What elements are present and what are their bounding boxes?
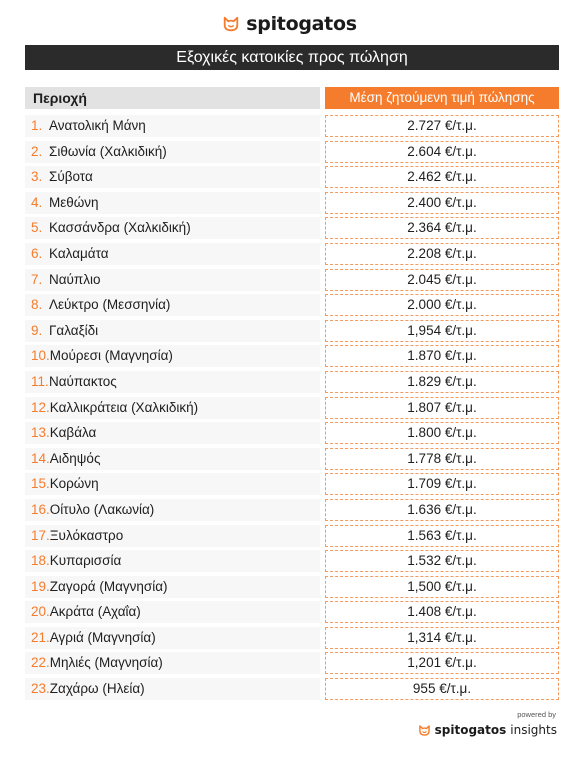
table-row — [25, 600, 559, 626]
area-name: Αιδηψός — [49, 450, 101, 466]
footer-logo — [418, 723, 557, 737]
price-cell: 2.364 €/τ.μ. — [325, 217, 559, 239]
price-cell: 1,201 €/τ.μ. — [325, 652, 559, 674]
price-cell: 1.532 €/τ.μ. — [325, 550, 559, 572]
area-cell — [25, 294, 320, 316]
area-cell — [25, 576, 320, 598]
rank-number: 8. — [31, 297, 43, 313]
price-cell: 1.709 €/τ.μ. — [325, 473, 559, 495]
area-name: Ανατολική Μάνη — [49, 118, 146, 133]
table-row — [25, 524, 559, 550]
rank-number: 21. — [31, 629, 50, 645]
price-cell: 955 €/τ.μ. — [325, 678, 559, 700]
rank-number: 18. — [31, 553, 50, 569]
area-name: Σύβοτα — [49, 169, 93, 185]
area-name: Ναύπλιο — [49, 271, 101, 287]
price-cell: 2.000 €/τ.μ. — [325, 294, 559, 316]
area-cell — [25, 371, 320, 393]
area-name: Κορώνη — [49, 476, 99, 492]
area-cell — [25, 499, 320, 521]
price-cell: 2.462 €/τ.μ. — [325, 166, 559, 188]
footer-brand-name: spitogatos — [434, 723, 507, 737]
area-name: Μούρεσι (Μαγνησία) — [49, 348, 173, 364]
table-header — [25, 87, 559, 109]
price-cell: 1.807 €/τ.μ. — [325, 397, 559, 419]
area-name: Αγριά (Μαγνησία) — [49, 629, 156, 645]
rank-number: 20. — [31, 604, 50, 620]
page-title: Εξοχικές κατοικίες προς πώληση — [25, 45, 559, 70]
table-body — [25, 114, 559, 703]
rank-number: 1. — [31, 118, 43, 133]
table-row — [25, 498, 559, 524]
area-cell — [25, 217, 320, 239]
price-cell: 2.400 €/τ.μ. — [325, 192, 559, 214]
table-row — [25, 472, 559, 498]
table-row — [25, 140, 559, 166]
table-row — [25, 447, 559, 473]
area-name: Λεύκτρο (Μεσσηνία) — [49, 297, 171, 313]
rank-number: 6. — [31, 245, 43, 261]
area-name: Καβάλα — [49, 425, 97, 441]
area-name: Μηλιές (Μαγνησία) — [49, 655, 163, 671]
rank-number: 9. — [31, 322, 43, 338]
area-cell — [25, 473, 320, 495]
column-header-area: Περιοχή — [25, 87, 320, 109]
area-name: Γαλαξίδι — [49, 322, 99, 338]
table-row — [25, 575, 559, 601]
table-row — [25, 242, 559, 268]
rank-number: 17. — [31, 527, 50, 543]
table-row — [25, 549, 559, 575]
rank-number: 13. — [31, 425, 50, 441]
area-cell — [25, 269, 320, 291]
footer-brand-sub: insights — [510, 723, 557, 737]
brand-logo — [0, 13, 579, 35]
rank-number: 15. — [31, 476, 50, 492]
area-name: Κυπαρισσία — [49, 553, 122, 569]
area-cell — [25, 678, 320, 700]
rank-number: 3. — [31, 169, 43, 185]
price-cell: 1.778 €/τ.μ. — [325, 448, 559, 470]
rank-number: 10. — [31, 348, 50, 364]
area-cell — [25, 525, 320, 547]
area-cell — [25, 243, 320, 265]
rank-number: 12. — [31, 399, 50, 415]
table-row — [25, 191, 559, 217]
price-cell: 1,500 €/τ.μ. — [325, 576, 559, 598]
rank-number: 11. — [31, 373, 49, 389]
table-row — [25, 344, 559, 370]
area-name: Ναύπακτος — [49, 373, 117, 389]
table-row — [25, 165, 559, 191]
area-cell — [25, 166, 320, 188]
price-cell: 1.800 €/τ.μ. — [325, 422, 559, 444]
area-cell — [25, 448, 320, 470]
area-cell — [25, 601, 320, 623]
rank-number: 5. — [31, 220, 43, 236]
area-cell — [25, 397, 320, 419]
price-cell: 2.727 €/τ.μ. — [325, 115, 559, 137]
powered-by-label: powered by — [517, 710, 556, 719]
area-cell — [25, 141, 320, 163]
table-row — [25, 651, 559, 677]
price-cell: 1.636 €/τ.μ. — [325, 499, 559, 521]
area-name: Καλλικράτεια (Χαλκιδική) — [49, 399, 199, 415]
column-header-price: Μέση ζητούμενη τιμή πώλησης — [325, 87, 559, 109]
area-name: Ζαχάρω (Ηλεία) — [49, 681, 145, 697]
price-cell: 1.829 €/τ.μ. — [325, 371, 559, 393]
rank-number: 4. — [31, 194, 43, 210]
footer — [418, 710, 557, 737]
table-row — [25, 268, 559, 294]
price-cell: 1.870 €/τ.μ. — [325, 345, 559, 367]
cat-icon — [222, 15, 240, 33]
table-row — [25, 319, 559, 345]
table-row — [25, 216, 559, 242]
area-name: Καλαμάτα — [49, 245, 109, 261]
area-cell — [25, 550, 320, 572]
area-cell — [25, 422, 320, 444]
price-cell: 1.563 €/τ.μ. — [325, 525, 559, 547]
rank-number: 7. — [31, 271, 43, 287]
table-row — [25, 370, 559, 396]
price-cell: 2.604 €/τ.μ. — [325, 141, 559, 163]
price-cell: 1,954 €/τ.μ. — [325, 320, 559, 342]
area-name: Κασσάνδρα (Χαλκιδική) — [49, 220, 191, 236]
rank-number: 16. — [31, 501, 50, 517]
price-cell: 2.208 €/τ.μ. — [325, 243, 559, 265]
price-cell: 1.408 €/τ.μ. — [325, 601, 559, 623]
brand-name: spitogatos — [246, 13, 357, 35]
area-name: Οίτυλο (Λακωνία) — [49, 501, 155, 517]
table-row — [25, 677, 559, 703]
rank-number: 22. — [31, 655, 50, 671]
area-cell — [25, 627, 320, 649]
area-name: Σιθωνία (Χαλκιδική) — [49, 143, 167, 159]
rank-number: 14. — [31, 450, 50, 466]
area-name: Ξυλόκαστρο — [49, 527, 124, 543]
cat-icon — [418, 724, 431, 737]
area-cell — [25, 652, 320, 674]
rank-number: 2. — [31, 143, 43, 159]
area-name: Ακράτα (Αχαΐα) — [49, 604, 141, 620]
area-cell — [25, 320, 320, 342]
area-cell — [25, 345, 320, 367]
price-cell: 2.045 €/τ.μ. — [325, 269, 559, 291]
rank-number: 23. — [31, 681, 50, 697]
table-row — [25, 421, 559, 447]
table-row — [25, 626, 559, 652]
area-name: Ζαγορά (Μαγνησία) — [49, 578, 168, 594]
table-row — [25, 114, 559, 140]
price-cell: 1,314 €/τ.μ. — [325, 627, 559, 649]
rank-number: 19. — [31, 578, 50, 594]
area-name: Μεθώνη — [49, 194, 99, 210]
area-cell — [25, 192, 320, 214]
table-row — [25, 396, 559, 422]
area-cell — [25, 115, 320, 137]
table-row — [25, 293, 559, 319]
